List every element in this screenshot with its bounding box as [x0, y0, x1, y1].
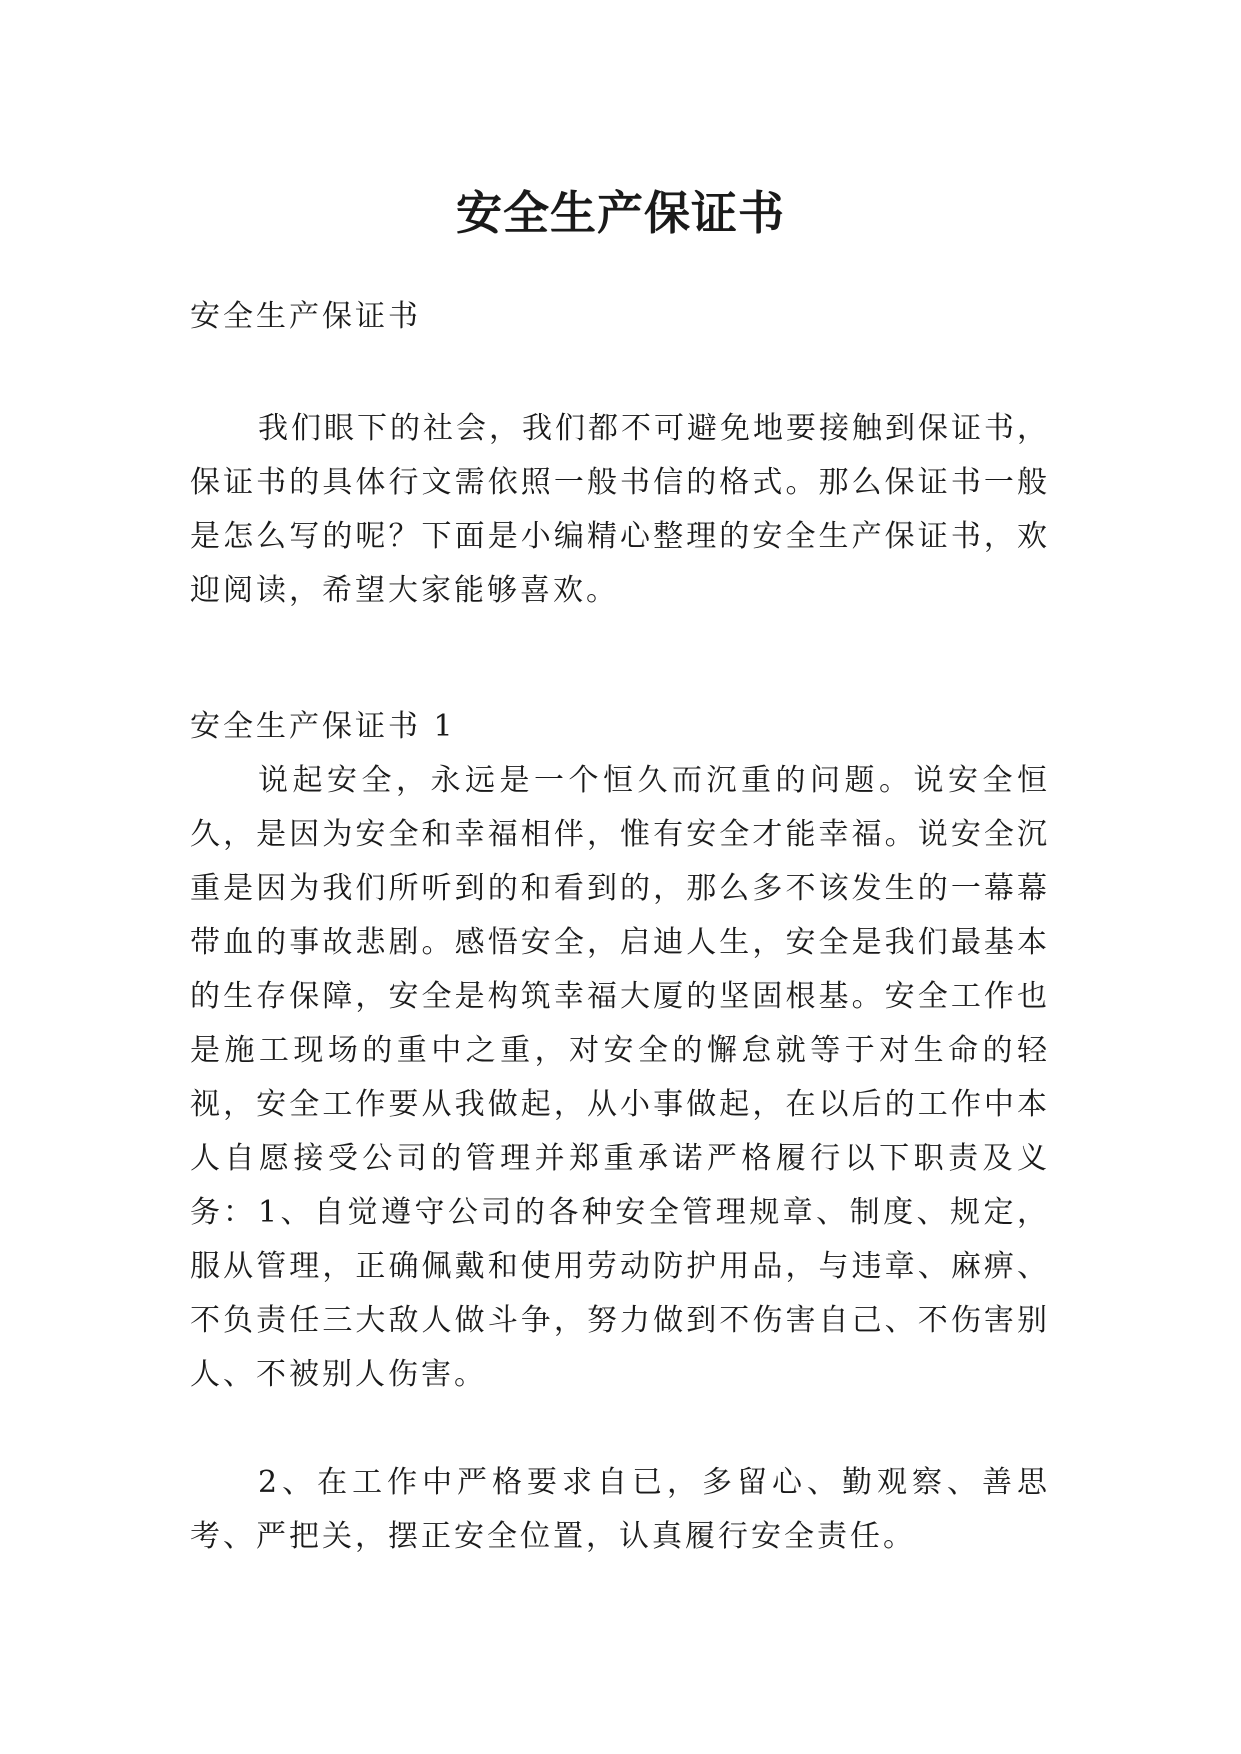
document-title: 安全生产保证书: [456, 185, 785, 240]
body-paragraph: 说起安全，永远是一个恒久而沉重的问题。说安全恒久，是因为安全和幸福相伴，惟有安全才能幸福。说安全沉重是因为我们所听到的和看到的，那么多不该发生的一幕幕带血的事故悲剧。感悟安全，启迪人生，安全是我们最基本的生存保障，安全是构筑幸福大厦的坚固根基。安全工作也是施工现场的重中之重，对安全的懈怠就等于对生命的轻视，安全工作要从我做起，从小事做起，在以后的工作中本人自愿接受公司的管理并郑重承诺严格履行以下职责及义务：: [190, 763, 1050, 1230]
duty-item-1: 1、自觉遵守公司的各种安全管理规章、制度、规定，服从管理，正确佩戴和使用劳动防护用品，与违章、麻痹、不负责任三大敌人做斗争，努力做到不伤害自己、不伤害别人、不被别人伤害。: [190, 1195, 1050, 1392]
intro-paragraph: 我们眼下的社会，我们都不可避免地要接触到保证书，保证书的具体行文需依照一般书信的格式。那么保证书一般是怎么写的呢？下面是小编精心整理的安全生产保证书，欢迎阅读，希望大家能够喜欢。: [190, 411, 1050, 608]
duty-item-2: 2、在工作中严格要求自已，多留心、勤观察、善思考、严把关，摆正安全位置，认真履行安全责任。: [190, 1465, 1050, 1554]
section-heading: 安全生产保证书 1: [190, 709, 456, 744]
document-subtitle: 安全生产保证书: [190, 299, 421, 334]
